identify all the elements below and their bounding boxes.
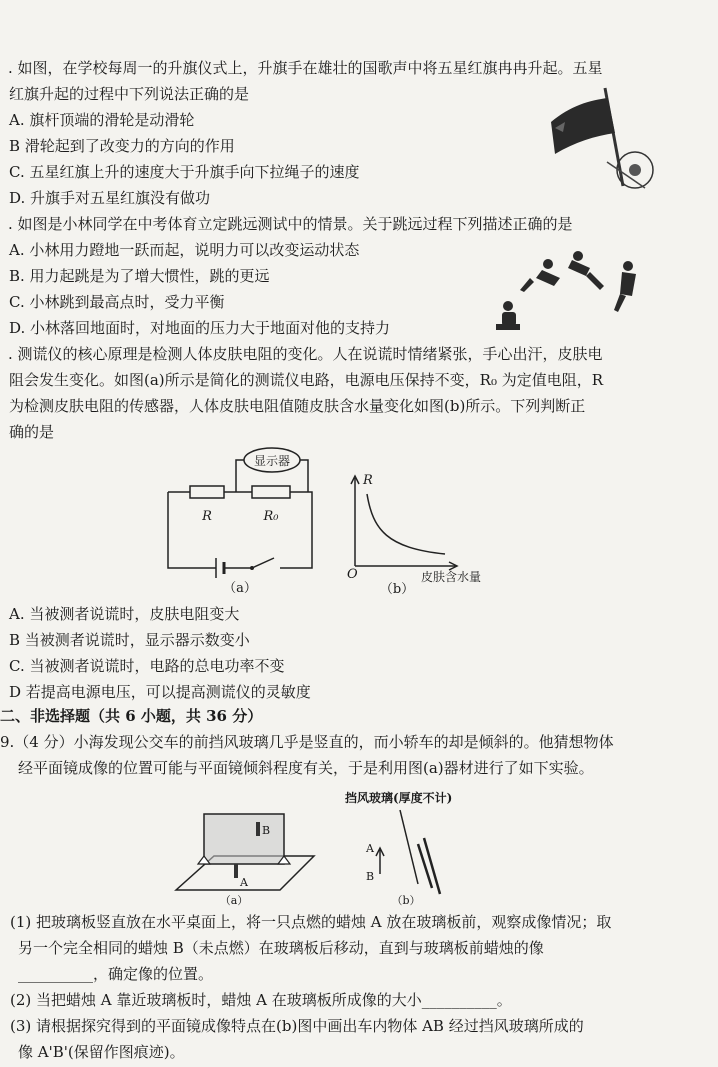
object-a-label: A xyxy=(366,842,374,855)
q3-option-a: A. 当被测者说谎时，皮肤电阻变大 xyxy=(9,605,240,623)
q1-option-a: A. 旗杆顶端的滑轮是动滑轮 xyxy=(9,111,195,129)
q1-option-d: D. 升旗手对五星红旗没有做功 xyxy=(9,189,211,207)
graph-origin: O xyxy=(347,567,358,582)
q9-part1-line3: __________，确定像的位置。 xyxy=(18,965,214,983)
resistor-r-label: R xyxy=(202,509,212,524)
resistance-graph-b xyxy=(345,470,495,600)
q9-part3-line1: (3) 请根据探究得到的平面镜成像特点在(b)图中画出车内物体 AB 经过挡风玻璃所成的 xyxy=(10,1017,584,1035)
setup-a-label: A xyxy=(240,876,248,889)
long-jump-illustration xyxy=(490,238,660,338)
q3-option-c: C. 当被测者说谎时，电路的总电功率不变 xyxy=(9,657,285,675)
q3-stem-line1: . 测谎仪的核心原理是检测人体皮肤电阻的变化。人在说谎时情绪紧张，手心出汗，皮肤电 xyxy=(8,345,603,363)
graph-x-label: 皮肤含水量 xyxy=(421,570,482,584)
q2-option-a: A. 小林用力蹬地一跃而起，说明力可以改变运动状态 xyxy=(9,241,360,259)
q3-option-d: D 若提高电源电压，可以提高测谎仪的灵敏度 xyxy=(9,683,311,701)
q9-stem-line1: 9.（4 分）小海发现公交车的前挡风玻璃几乎是竖直的，而小轿车的却是倾斜的。他猜想物体 xyxy=(0,733,614,751)
fig-b-caption: （b） xyxy=(379,582,415,597)
q2-option-b: B. 用力起跳是为了增大惯性，跳的更远 xyxy=(9,267,270,285)
q1-option-c: C. 五星红旗上升的速度大于升旗手向下拉绳子的速度 xyxy=(9,163,360,181)
q2-stem: . 如图是小林同学在中考体育立定跳远测试中的情景。关于跳远过程下列描述正确的是 xyxy=(8,215,573,233)
q9-stem-line2: 经平面镜成像的位置可能与平面镜倾斜程度有关，于是利用图(a)器材进行了如下实验。 xyxy=(18,759,594,777)
q1-option-b: B 滑轮起到了改变力的方向的作用 xyxy=(9,137,235,155)
fig-b-caption-2: （b） xyxy=(391,894,421,907)
q9-part3-line2: 像 A'B'(保留作图痕迹)。 xyxy=(18,1043,185,1061)
object-b-label: B xyxy=(366,870,375,883)
fig-a-caption: （a） xyxy=(223,581,257,596)
q1-stem-line1: . 如图，在学校每周一的升旗仪式上，升旗手在雄壮的国歌声中将五星红旗冉冉升起。五星 xyxy=(8,59,603,77)
windshield-label: 挡风玻璃(厚度不计) xyxy=(345,791,453,805)
display-label: 显示器 xyxy=(253,454,291,468)
resistor-r0-label: R₀ xyxy=(263,509,279,524)
fig-a-caption-2: （a） xyxy=(219,894,249,907)
q2-option-d: D. 小林落回地面时，对地面的压力大于地面对他的支持力 xyxy=(9,319,391,337)
q2-option-c: C. 小林跳到最高点时，受力平衡 xyxy=(9,293,225,311)
q9-part1-line1: (1) 把玻璃板竖直放在水平桌面上，将一只点燃的蜡烛 A 放在玻璃板前，观察成像情况；取 xyxy=(10,913,612,931)
circuit-diagram-a xyxy=(160,440,340,598)
q3-stem-line2: 阻会发生变化。如图(a)所示是简化的测谎仪电路，电源电压保持不变，R₀ 为定值电阻，R xyxy=(9,371,604,389)
windshield-diagram-b xyxy=(360,804,470,908)
q1-stem-line2: 红旗升起的过程中下列说法正确的是 xyxy=(9,85,250,103)
graph-y-label: R xyxy=(363,473,373,488)
q9-part2: (2) 当把蜡烛 A 靠近玻璃板时，蜡烛 A 在玻璃板所成像的大小__________。 xyxy=(10,991,512,1009)
flag-illustration xyxy=(545,78,675,193)
q3-stem-line3: 为检测皮肤电阻的传感器，人体皮肤电阻值随皮肤含水量变化如图(b)所示。下列判断正 xyxy=(9,397,586,415)
q3-option-b: B 当被测者说谎时，显示器示数变小 xyxy=(9,631,250,649)
mirror-setup-a xyxy=(170,806,320,906)
section-heading: 二、非选择题（共 6 小题，共 36 分） xyxy=(0,707,263,725)
q3-stem-line4: 确的是 xyxy=(9,423,55,441)
setup-b-label: B xyxy=(262,824,271,837)
q9-part1-line2: 另一个完全相同的蜡烛 B（未点燃）在玻璃板后移动，直到与玻璃板前蜡烛的像 xyxy=(18,939,544,957)
